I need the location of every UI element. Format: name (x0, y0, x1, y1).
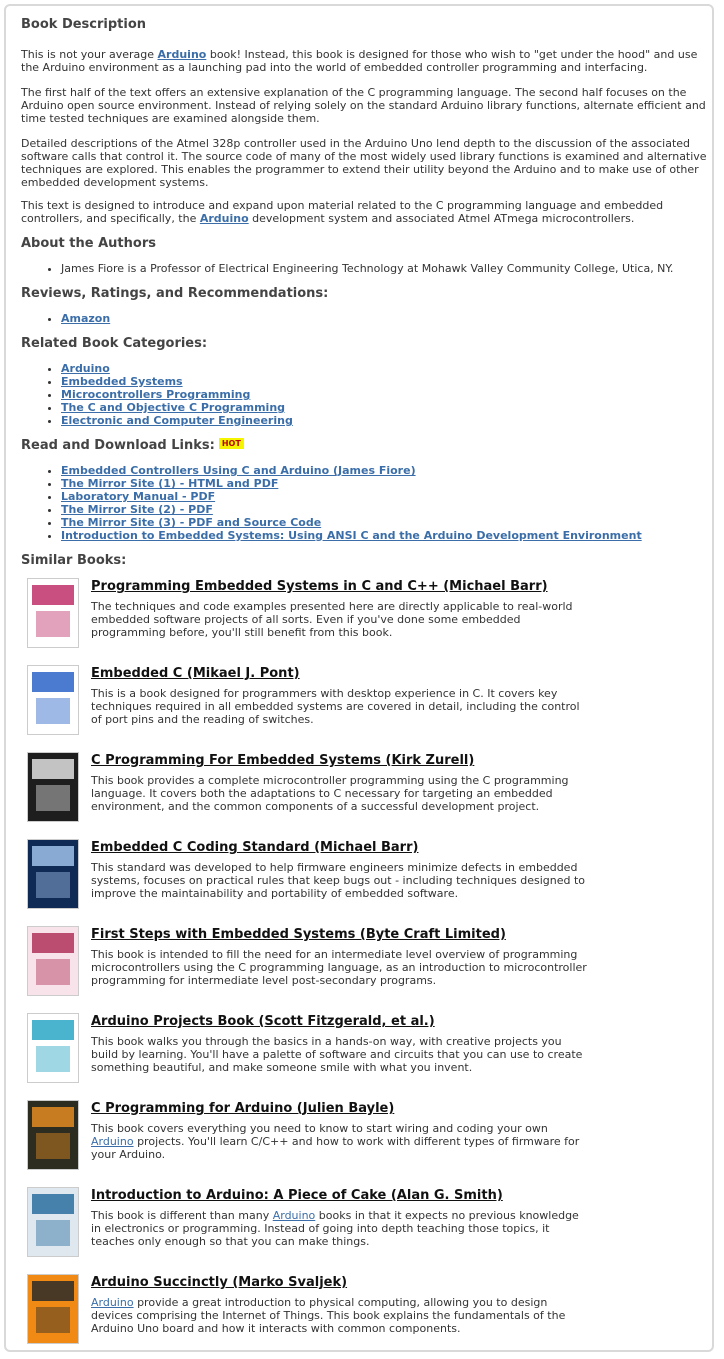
download-link-mirror-3[interactable]: The Mirror Site (3) - PDF and Source Code (61, 516, 322, 529)
book-cover-image[interactable] (27, 752, 79, 822)
cover-title-band (32, 933, 74, 953)
categories-heading: Related Book Categories: (21, 336, 208, 351)
book-title-link[interactable]: Arduino Succinctly (Marko Svaljek) (91, 1275, 348, 1290)
similar-book (27, 1013, 707, 1089)
similar-book (27, 1274, 707, 1350)
book-title-link[interactable]: C Programming For Embedded Systems (Kirk Zurell) (91, 753, 475, 768)
book-description: This is a book designed for programmers with desktop experience in C. It covers key techniques required in all embedded systems are covered in detail, including the control of port pins and the reading of switches. (91, 687, 580, 726)
book-cover-image[interactable] (27, 665, 79, 735)
content-frame (4, 4, 714, 1352)
cover-title-band (32, 672, 74, 692)
book-title-link[interactable]: Arduino Projects Book (Scott Fitzgerald, et al.) (91, 1014, 435, 1029)
download-link-mirror-2[interactable]: The Mirror Site (2) - PDF (61, 503, 213, 516)
cover-illustration (36, 872, 70, 898)
arduino-link[interactable]: Arduino (157, 48, 207, 61)
description-paragraph-1: This is not your average Arduino book! Instead, this book is designed for those who wish to "get under the hood" and use the Arduino environment as a launching pad into the world of embedded controller programming and interfacing. (21, 48, 698, 74)
book-description: This book walks you through the basics in a hands-on way, with creative projects you build by learning. You'll have a palette of software and circuits that you can use to create something beautiful, and make someone smile with what you invent. (91, 1035, 583, 1074)
category-link-electronic-engineering[interactable]: Electronic and Computer Engineering (61, 414, 293, 427)
book-description: This book is intended to fill the need for an intermediate level overview of programming microcontrollers using the C programming language, as an introduction to microcontroller programming for intermediate level post-secondary programs. (91, 948, 587, 987)
cover-art (28, 1188, 78, 1256)
category-item (61, 414, 293, 427)
reviews-list (21, 312, 110, 325)
book-title-link[interactable]: Programming Embedded Systems in C and C++ (Michael Barr) (91, 579, 548, 594)
book-description: Arduino provide a great introduction to physical computing, allowing you to design devices comprising the Internet of Things. This book explains the fundamentals of the Arduino Uno board and how it interacts with common components. (91, 1296, 566, 1335)
category-item (61, 375, 293, 388)
similar-book (27, 578, 707, 654)
cover-title-band (32, 585, 74, 605)
reviews-heading: Reviews, Ratings, and Recommendations: (21, 286, 329, 301)
book-title-link[interactable]: Embedded C (Mikael J. Pont) (91, 666, 300, 681)
cover-illustration (36, 785, 70, 811)
arduino-inline-link[interactable]: Arduino (91, 1296, 134, 1309)
cover-illustration (36, 1046, 70, 1072)
cover-title-band (32, 1281, 74, 1301)
description-paragraph-2: The first half of the text offers an extensive explanation of the C programming language. The second half focuses on the Arduino open source environment. Instead of relying solely on the standard Arduino library functions, alternate efficient and time tested techniques are examined alongside them. (21, 86, 706, 125)
book-title-link[interactable]: Embedded C Coding Standard (Michael Barr) (91, 840, 419, 855)
download-item (61, 490, 724, 503)
category-link-arduino[interactable]: Arduino (61, 362, 110, 375)
download-link-lab-manual[interactable]: Laboratory Manual - PDF (61, 490, 216, 503)
cover-illustration (36, 1220, 70, 1246)
author-item: • James Fiore is a Professor of Electrical Engineering Technology at Mohawk Valley Community College, Utica, NY. (61, 262, 724, 275)
cover-illustration (36, 1133, 70, 1159)
similar-book (27, 752, 707, 828)
download-item (61, 516, 724, 529)
about-authors-heading: About the Authors (21, 236, 156, 251)
cover-art (28, 666, 78, 734)
cover-title-band (32, 1020, 74, 1040)
cover-illustration (36, 1307, 70, 1333)
downloads-list (21, 464, 724, 542)
cover-illustration (36, 611, 70, 637)
description-paragraph-4: This text is designed to introduce and expand upon material related to the C programming language and embedded controllers, and specifically, the Arduino development system and associated Atmel ATmega microcontrollers. (21, 199, 664, 225)
similar-book (27, 1187, 707, 1263)
cover-art (28, 1014, 78, 1082)
book-title-link[interactable]: First Steps with Embedded Systems (Byte Craft Limited) (91, 927, 506, 942)
cover-title-band (32, 759, 74, 779)
similar-book (27, 839, 707, 915)
cover-art (28, 927, 78, 995)
book-cover-image[interactable] (27, 1274, 79, 1344)
download-item (61, 503, 724, 516)
book-title-link[interactable]: C Programming for Arduino (Julien Bayle) (91, 1101, 395, 1116)
category-link-c-programming[interactable]: The C and Objective C Programming (61, 401, 286, 414)
book-description: This standard was developed to help firmware engineers minimize defects in embedded systems, focuses on practical rules that keep bugs out - including techniques designed to improve the maintainability and portability of embedded software. (91, 861, 586, 900)
download-item (61, 477, 724, 490)
downloads-heading: Read and Download Links: HOT (21, 437, 244, 455)
cover-art (28, 579, 78, 647)
arduino-inline-link[interactable]: Arduino (272, 1209, 316, 1222)
review-item (61, 312, 110, 325)
cover-illustration (36, 698, 70, 724)
hot-badge: HOT (219, 438, 244, 449)
book-cover-image[interactable] (27, 839, 79, 909)
download-link-mirror-1[interactable]: The Mirror Site (1) - HTML and PDF (61, 477, 279, 490)
cover-art (28, 753, 78, 821)
book-description: This book is different than many Arduino books in that it expects no previous knowledge in electronics or programming. Instead of going into depth teaching those topics, it teaches only enough so that you can make things. (91, 1209, 579, 1248)
download-item (61, 529, 724, 542)
book-title-link[interactable]: Introduction to Arduino: A Piece of Cake (Alan G. Smith) (91, 1188, 503, 1203)
category-link-embedded-systems[interactable]: Embedded Systems (61, 375, 183, 388)
similar-book (27, 926, 707, 1002)
cover-illustration (36, 959, 70, 985)
download-link-main[interactable]: Embedded Controllers Using C and Arduino (James Fiore) (61, 464, 416, 477)
book-cover-image[interactable] (27, 1187, 79, 1257)
book-description: The techniques and code examples presented here are directly applicable to real-world embedded software projects of all sorts. Even if you've done some embedded programming before, you'll still benefit from this book. (91, 600, 573, 639)
category-item (61, 362, 293, 375)
cover-art (28, 1275, 78, 1343)
cover-art (28, 1101, 78, 1169)
authors-list (21, 262, 724, 275)
download-item (61, 464, 724, 477)
book-cover-image[interactable] (27, 1013, 79, 1083)
similar-book (27, 665, 707, 741)
download-link-intro-embedded[interactable]: Introduction to Embedded Systems: Using ANSI C and the Arduino Development Environment (61, 529, 642, 542)
similar-book (27, 1100, 707, 1176)
book-cover-image[interactable] (27, 578, 79, 648)
cover-title-band (32, 1194, 74, 1214)
book-cover-image[interactable] (27, 1100, 79, 1170)
category-item (61, 401, 293, 414)
book-description: This book covers everything you need to know to start wiring and coding your own Arduino projects. You'll learn C/C++ and how to work with different types of firmware for your Arduino. (91, 1122, 580, 1161)
book-cover-image[interactable] (27, 926, 79, 996)
book-description-heading: Book Description (21, 17, 147, 32)
cover-title-band (32, 846, 74, 866)
category-item (61, 388, 293, 401)
arduino-inline-link[interactable]: Arduino (91, 1135, 134, 1148)
book-description: This book provides a complete microcontroller programming using the C programming language. It covers both the adaptations to C necessary for targeting an embedded environment, and the common components of a successful development project. (91, 774, 569, 813)
description-paragraph-3: Detailed descriptions of the Atmel 328p controller used in the Arduino Uno lend depth to the discussion of the associated software calls that control it. The source code of many of the most widely used library functions is examined and alternative techniques are explored. This enables the programmer to extend their utility beyond the Arduino and to make use of other embedded development systems. (21, 137, 707, 189)
categories-list (21, 362, 293, 427)
cover-art (28, 840, 78, 908)
category-link-microcontrollers[interactable]: Microcontrollers Programming (61, 388, 251, 401)
amazon-link[interactable]: Amazon (61, 312, 111, 325)
similar-books-heading: Similar Books: (21, 553, 127, 568)
cover-title-band (32, 1107, 74, 1127)
arduino-link-2[interactable]: Arduino (199, 212, 249, 225)
